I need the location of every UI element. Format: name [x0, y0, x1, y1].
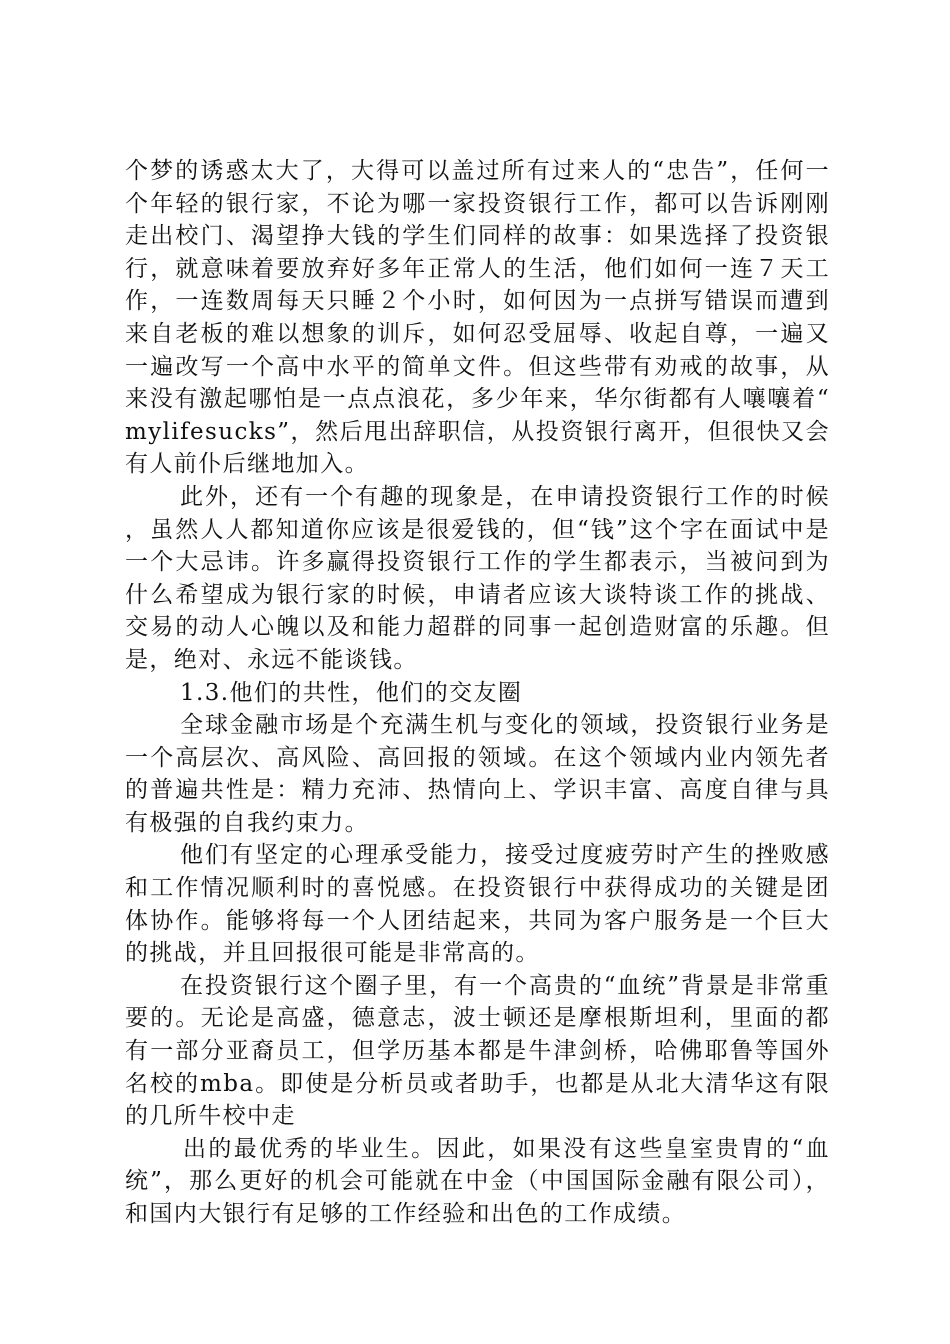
document-page [125, 155, 830, 1231]
paragraph-bloodline-continued: 出的最优秀的毕业生。因此，如果没有这些皇室贵胄的“血统”，那么更好的机会可能就在中金（中国国际金融有限公司），和国内大银行有足够的工作经验和出色的工作成绩。 [125, 1135, 830, 1227]
paragraph-dream-temptation: 个梦的诱惑太大了，大得可以盖过所有过来人的“忠告”，任何一个年轻的银行家，不论为哪一家投资银行工作，都可以告诉刚刚走出校门、渴望挣大钱的学生们同样的故事：如果选择了投资银行，就意味着要放弃好多年正常人的生活，他们如何一连７天工作，一连数周每天只睡２个小时，如何因为一点拼写错误而遭到来自老板的难以想象的训斥，如何忍受屈辱、收起自尊，一遍又一遍改写一个高中水平的简单文件。但这些带有劝戒的故事，从来没有激起哪怕是一点点浪花，多少年来，华尔街都有人嚷嚷着“mylifesucks”，然后甩出辞职信，从投资银行离开，但很快又会有人前仆后继地加入。 [125, 158, 830, 478]
section-heading-1-3: 1.3.他们的共性，他们的交友圈 [180, 679, 523, 706]
paragraph-bloodline: 在投资银行这个圈子里，有一个高贵的“血统”背景是非常重要的。无论是高盛，德意志，波士顿还是摩根斯坦利，里面的都有一部分亚裔员工，但学历基本都是牛津剑桥，哈佛耶鲁等国外名校的mba。即使是分析员或者助手，也都是从北大清华这有限的几所牛校中走 [125, 972, 830, 1130]
paragraph-common-traits: 全球金融市场是个充满生机与变化的领域，投资银行业务是一个高层次、高风险、高回报的领域。在这个领域内业内领先者的普遍共性是：精力充沛、热情向上、学识丰富、高度自律与具有极强的自我约束力。 [125, 712, 830, 836]
paragraph-teamwork: 他们有坚定的心理承受能力，接受过度疲劳时产生的挫败感和工作情况顺利时的喜悦感。在投资银行中获得成功的关键是团体协作。能够将每一个人团结起来，共同为客户服务是一个巨大的挑战，并且回报很可能是非常高的。 [125, 842, 830, 967]
paragraph-money-taboo: 此外，还有一个有趣的现象是，在申请投资银行工作的时候，虽然人人都知道你应该是很爱钱的，但“钱”这个字在面试中是一个大忌讳。许多赢得投资银行工作的学生都表示，当被问到为什么希望成为银行家的时候，申请者应该大谈特谈工作的挑战、交易的动人心魄以及和能力超群的同事一起创造财富的乐趣。但是，绝对、永远不能谈钱。 [125, 483, 830, 673]
